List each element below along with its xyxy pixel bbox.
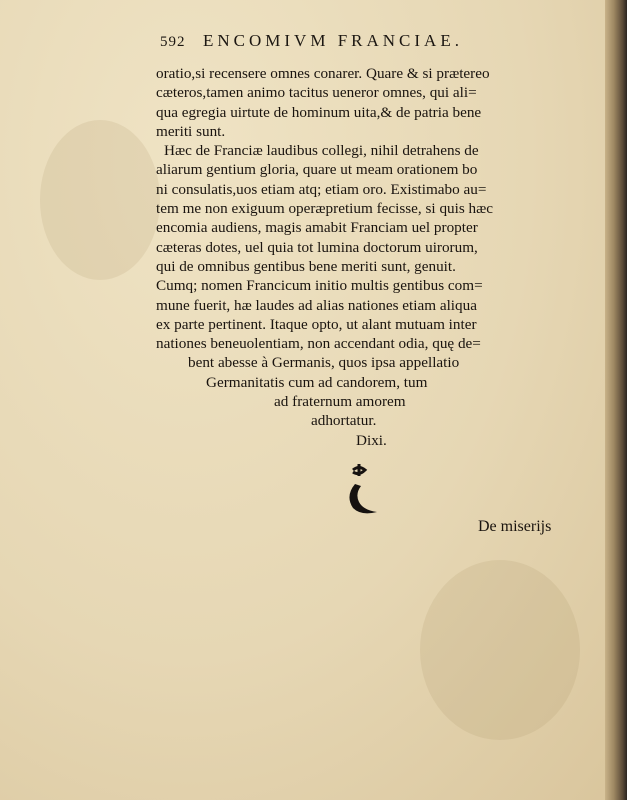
text-line: ex parte pertinent. Itaque opto, ut alant mutuam inter bbox=[156, 315, 477, 333]
text-line: aliarum gentium gloria, quare ut meam orationem bo bbox=[156, 161, 478, 179]
text-line: qua egregia uirtute de hominum uita,& de patria bene bbox=[156, 103, 482, 121]
text-line: oratio,si recensere omnes conarer. Quare & si prætereo bbox=[156, 65, 490, 82]
text-line: adhortatur. bbox=[311, 412, 377, 430]
text-line: bent abesse à Germanis, quos ipsa appellatio bbox=[188, 354, 460, 372]
paper-stain bbox=[420, 560, 580, 740]
text-line: cæteros,tamen animo tacitus ueneror omnes, qui ali= bbox=[156, 84, 477, 102]
paper-stain bbox=[40, 120, 160, 280]
text-line: qui de omnibus gentibus bene meriti sunt, genuit. bbox=[156, 257, 456, 275]
text-line: ad fraternum amorem bbox=[274, 393, 406, 411]
text-line: Dixi. bbox=[356, 431, 387, 449]
text-line: Hæc de Franciæ laudibus collegi, nihil detrahens de bbox=[164, 142, 479, 160]
text-line: tem me non exiguum operæpretium fecisse, si quis hæc bbox=[156, 200, 494, 218]
text-line: ni consulatis,uos etiam atq; etiam oro. Existimabo au= bbox=[156, 180, 487, 198]
book-gutter bbox=[605, 0, 627, 800]
text-line: Germanitatis cum ad candorem, tum bbox=[206, 373, 428, 391]
text-line: Cumq; nomen Francicum initio multis gentibus com= bbox=[156, 277, 483, 295]
catchword: De miserijs bbox=[478, 518, 552, 535]
text-line: nationes beneuolentiam, non accendant odia, quę de= bbox=[156, 335, 481, 353]
fleuron-icon bbox=[343, 462, 383, 526]
running-header bbox=[160, 30, 463, 51]
text-line: mune fuerit, hæ laudes ad alias nationes etiam aliqua bbox=[156, 296, 477, 314]
text-line: encomia audiens, magis amabit Franciam uel propter bbox=[156, 219, 478, 237]
running-title: ENCOMIVM FRANCIAE. bbox=[203, 31, 463, 50]
page-number: 592 bbox=[160, 34, 186, 50]
text-line: meriti sunt. bbox=[156, 122, 226, 140]
main-text bbox=[156, 64, 576, 450]
text-line: cæteras dotes, uel quia tot lumina doctorum uirorum, bbox=[156, 238, 478, 256]
